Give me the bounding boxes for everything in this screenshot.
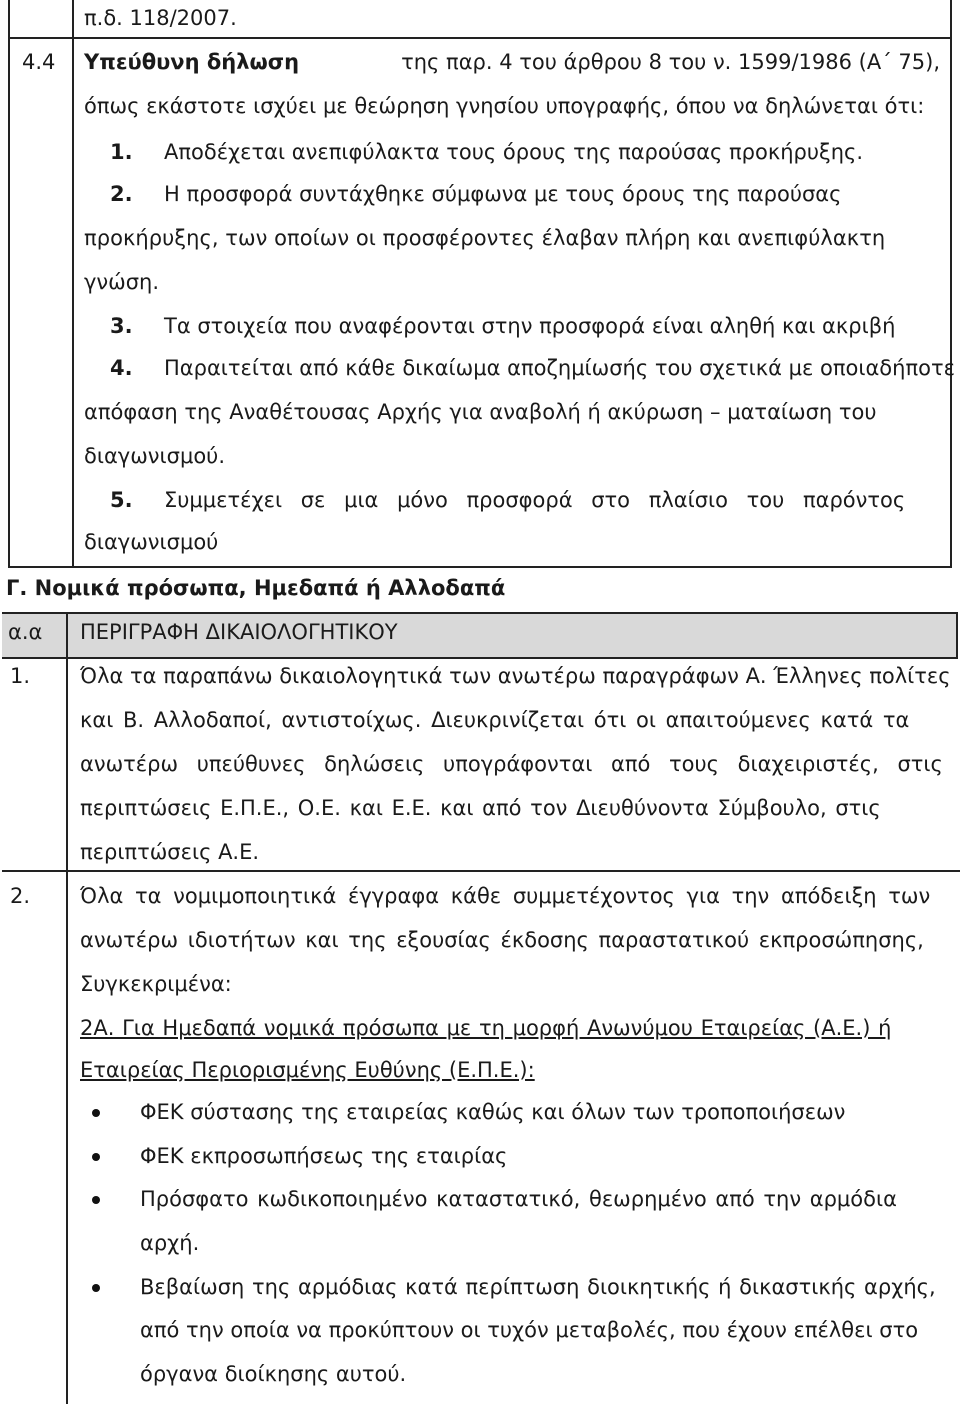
table-row-text: Συγκεκριμένα: bbox=[80, 972, 232, 996]
table-row-divider bbox=[2, 870, 960, 872]
table-row-text: και Β. Αλλοδαποί, αντιστοίχως. Διευκρινίζεται ότι οι απαιτούμενες κατά τα bbox=[80, 708, 910, 732]
table-row-text: ανωτέρω υπεύθυνες δηλώσεις υπογράφονται από τους διαχειριστές, στις bbox=[80, 752, 943, 776]
item-text: Τα στοιχεία που αναφέρονται στην προσφορά είναι αληθή και ακριβή bbox=[164, 314, 896, 338]
table-border-left bbox=[8, 0, 10, 568]
item-number: 2. bbox=[110, 182, 133, 206]
section-number: 4.4 bbox=[22, 50, 56, 74]
bullet-text: αρχή. bbox=[140, 1231, 200, 1255]
bullet-text: ΦΕΚ εκπροσωπήσεως της εταιρίας bbox=[140, 1144, 508, 1168]
item-number: 4. bbox=[110, 356, 133, 380]
item-text: Συμμετέχει σε μια μόνο προσφορά στο πλαίσιο του παρόντος bbox=[164, 488, 906, 512]
table-border-divider bbox=[72, 0, 74, 568]
bullet-text: ΦΕΚ σύστασης της εταιρείας καθώς και όλων των τροποποιήσεων bbox=[140, 1100, 846, 1124]
subheading-line: Εταιρείας Περιορισμένης Ευθύνης (Ε.Π.Ε.): bbox=[80, 1058, 535, 1082]
item-text-line: διαγωνισμού. bbox=[84, 444, 225, 468]
table-row-text: Όλα τα νομιμοποιητικά έγγραφα κάθε συμμετέχοντος για την απόδειξη των bbox=[80, 884, 931, 908]
table-row-number: 2. bbox=[10, 884, 31, 908]
bullet-icon bbox=[92, 1109, 100, 1117]
table-header-number: α.α bbox=[8, 620, 43, 644]
bullet-text: όργανα διοίκησης αυτού. bbox=[140, 1362, 407, 1386]
subheading-line: 2Α. Για Ημεδαπά νομικά πρόσωπα με τη μορφή Ανωνύμου Εταιρείας (Α.Ε.) ή bbox=[80, 1016, 892, 1040]
section-heading: Γ. Νομικά πρόσωπα, Ημεδαπά ή Αλλοδαπά bbox=[6, 576, 506, 600]
item-number: 5. bbox=[110, 488, 133, 512]
item-number: 3. bbox=[110, 314, 133, 338]
item-text bbox=[164, 182, 940, 206]
declaration-line-1 bbox=[84, 50, 940, 74]
table-row-text: ανωτέρω ιδιοτήτων και της εξουσίας έκδοσης παραστατικού εκπροσώπησης, bbox=[80, 928, 924, 952]
bullet-text: από την οποία να προκύπτουν οι τυχόν μεταβολές, που έχουν επέλθει στο bbox=[140, 1318, 919, 1342]
table-header-top-border bbox=[2, 612, 957, 614]
item-number: 1. bbox=[110, 140, 133, 164]
table-header-description: ΠΕΡΙΓΡΑΦΗ ΔΙΚΑΙΟΛΟΓΗΤΙΚΟΥ bbox=[80, 620, 398, 644]
declaration-title: Υπεύθυνη δήλωση bbox=[84, 50, 300, 74]
bullet-text: Πρόσφατο κωδικοποιημένο καταστατικό, θεωρημένο από την αρμόδια bbox=[140, 1187, 897, 1211]
table-row-number: 1. bbox=[10, 664, 31, 688]
table-row-text: Όλα τα παραπάνω δικαιολογητικά των ανωτέρω παραγράφων Α. Έλληνες πολίτες bbox=[80, 664, 951, 688]
bullet-icon bbox=[92, 1153, 100, 1161]
bullet-icon bbox=[92, 1284, 100, 1292]
bullet-icon bbox=[92, 1196, 100, 1204]
item-text-line: απόφαση της Αναθέτουσας Αρχής για αναβολή ή ακύρωση – ματαίωση του bbox=[84, 400, 877, 424]
table-border-right bbox=[950, 0, 952, 568]
table-column-divider bbox=[66, 612, 68, 1404]
item-text-line: διαγωνισμού bbox=[84, 530, 219, 554]
table-row-divider bbox=[8, 37, 952, 39]
item-text: Παραιτείται από κάθε δικαίωμα αποζημίωσής του σχετικά με οποιαδήποτε bbox=[164, 356, 955, 380]
item-text-line: Η προσφορά συντάχθηκε σύμφωνα με τους όρους της παρούσας bbox=[164, 182, 842, 206]
table-border-right bbox=[956, 612, 958, 659]
item-text-line: γνώση. bbox=[84, 270, 160, 294]
table-header-bottom-border bbox=[2, 657, 957, 659]
item-text-line: προκήρυξης, των οποίων οι προσφέροντες έλαβαν πλήρη και ανεπιφύλακτη bbox=[84, 226, 886, 250]
previous-row-text: π.δ. 118/2007. bbox=[84, 6, 237, 30]
bullet-text: Βεβαίωση της αρμόδιας κατά περίπτωση διοικητικής ή δικαστικής αρχής, bbox=[140, 1275, 936, 1299]
table-row-text: περιπτώσεις Ε.Π.Ε., Ο.Ε. και Ε.Ε. και από τον Διευθύνοντα Σύμβουλο, στις bbox=[80, 796, 881, 820]
declaration-line-2: όπως εκάστοτε ισχύει με θεώρηση γνησίου υπογραφής, όπου να δηλώνεται ότι: bbox=[84, 94, 925, 118]
table-row-text: περιπτώσεις Α.Ε. bbox=[80, 840, 260, 864]
table-border-bottom bbox=[8, 566, 952, 568]
item-text: Αποδέχεται ανεπιφύλακτα τους όρους της παρούσας προκήρυξης. bbox=[164, 140, 864, 164]
declaration-reference: της παρ. 4 του άρθρου 8 του ν. 1599/1986 (Α΄ 75), bbox=[401, 50, 940, 74]
